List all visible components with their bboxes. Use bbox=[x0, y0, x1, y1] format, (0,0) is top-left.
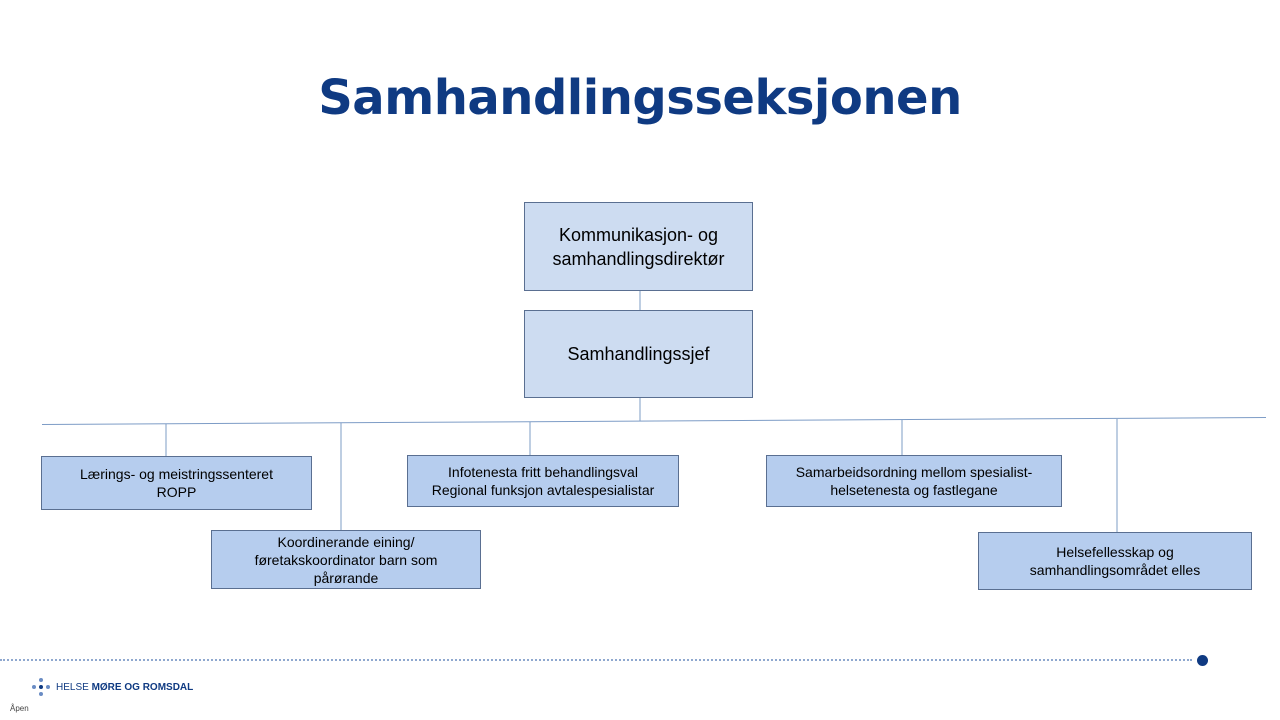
director-label: Kommunikasjon- og samhandlingsdirektør bbox=[552, 224, 725, 269]
unit-label-2: Koordinerande eining/ føretakskoordinator barn som pårørande bbox=[254, 533, 438, 586]
chief-label: Samhandlingssjef bbox=[567, 344, 710, 364]
helse-logo bbox=[32, 678, 193, 696]
page-title: Samhandlingsseksjonen bbox=[318, 70, 962, 126]
logo-region: MØRE OG ROMSDAL bbox=[91, 681, 194, 693]
director-box bbox=[524, 202, 753, 291]
unit-box-2 bbox=[211, 530, 481, 589]
helse-cross-icon bbox=[32, 678, 50, 696]
footer-dot bbox=[1197, 655, 1208, 666]
connector-bus bbox=[42, 418, 1266, 425]
unit-label-5: Helsefellesskap og samhandlingsområdet elles bbox=[1029, 544, 1201, 578]
chief-box bbox=[524, 310, 753, 398]
unit-box-4 bbox=[766, 455, 1062, 507]
unit-box-3 bbox=[407, 455, 679, 507]
unit-label-4: Samarbeidsordning mellom spesialist- helsetenesta og fastlegane bbox=[795, 464, 1033, 498]
unit-label-1: Lærings- og meistringssenteret ROPP bbox=[80, 466, 273, 500]
classification-label: Åpen bbox=[10, 704, 29, 713]
unit-label-3: Infotenesta fritt behandlingsval Regional funksjon avtalespesialistar bbox=[431, 464, 655, 498]
logo-text bbox=[56, 682, 193, 693]
unit-box-5 bbox=[978, 532, 1252, 590]
footer-dotted-line bbox=[0, 659, 1192, 661]
logo-prefix: HELSE bbox=[56, 681, 92, 693]
unit-box-1 bbox=[41, 456, 312, 510]
